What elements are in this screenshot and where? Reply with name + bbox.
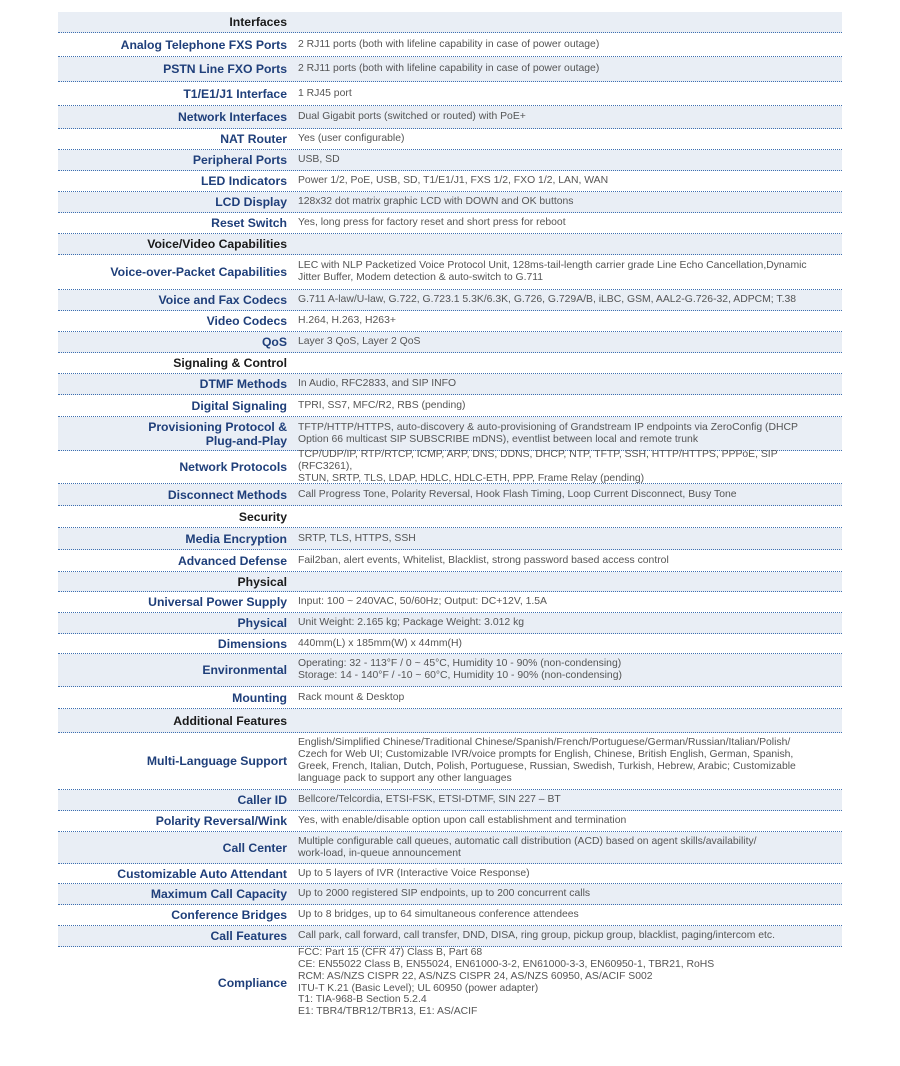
spec-row [58,311,842,332]
spec-value: H.264, H.263, H263+ [298,315,396,327]
spec-row [58,550,842,572]
section-header-row [58,234,842,255]
spec-value: USB, SD [298,154,340,166]
spec-row [58,634,842,654]
spec-row [58,129,842,150]
spec-label: Multi-Language Support [146,754,287,768]
spec-row [58,290,842,311]
spec-row [58,592,842,613]
section-title: Signaling & Control [173,356,287,370]
spec-label: Call Center [222,840,287,855]
spec-label: Mounting [232,690,287,705]
spec-row [58,528,842,550]
spec-row [58,654,842,687]
spec-label: PSTN Line FXO Ports [163,62,287,76]
spec-value: Up to 2000 registered SIP endpoints, up to 200 concurrent calls [298,888,591,900]
spec-label: Environmental [202,663,287,677]
spec-value: Layer 3 QoS, Layer 2 QoS [298,336,421,348]
spec-label: Voice-over-Packet Capabilities [110,265,287,279]
spec-value: Up to 8 bridges, up to 64 simultaneous conference attendees [298,909,579,921]
spec-label: Voice and Fax Codecs [158,293,287,307]
spec-label: Provisioning Protocol & Plug-and-Play [148,419,287,448]
spec-value: English/Simplified Chinese/Traditional Chinese/Spanish/French/Portuguese/German/Russian/Italian/Polish/ Czech for Web UI; Customizable IVR/voice prompts for English, Chinese, British English, German, Spanish, Greek, French, Italian, Dutch, Polish, Portuguese, Russian, Swedish, Turkish, Hebrew, Arabic; Customizable language pack to support any other languages [298,737,796,784]
spec-value: Rack mount & Desktop [298,691,405,703]
spec-value: Unit Weight: 2.165 kg; Package Weight: 3.012 kg [298,617,525,629]
spec-row [58,106,842,129]
spec-value: 2 RJ11 ports (both with lifeline capability in case of power outage) [298,63,600,75]
spec-label: Network Interfaces [177,110,287,124]
section-title: Physical [237,574,287,589]
spec-row [58,832,842,864]
spec-value: Call park, call forward, call transfer, DND, DISA, ring group, pickup group, blacklist, paging/intercom etc. [298,930,776,942]
spec-label: Reset Switch [211,216,287,230]
spec-label: Video Codecs [206,314,287,328]
spec-value: Bellcore/Telcordia, ETSI-FSK, ETSI-DTMF, SIN 227 – BT [298,794,561,806]
spec-value: 440mm(L) x 185mm(W) x 44mm(H) [298,637,462,649]
spec-row [58,192,842,213]
spec-value: Input: 100 ~ 240VAC, 50/60Hz; Output: DC+12V, 1.5A [298,596,547,608]
spec-label: Advanced Defense [177,553,287,568]
spec-value: Multiple configurable call queues, automatic call distribution (ACD) based on agent skills/availability/ work-load, in-queue announcement [298,835,757,859]
spec-label: Caller ID [237,793,287,807]
spec-row [58,687,842,709]
spec-label: LCD Display [215,195,287,209]
spec-label: T1/E1/J1 Interface [183,86,287,101]
spec-label: Conference Bridges [171,908,287,922]
spec-row [58,811,842,832]
spec-row [58,790,842,811]
spec-value: Operating: 32 - 113°F / 0 ~ 45°C, Humidity 10 - 90% (non-condensing) Storage: 14 - 140°F / -10 ~ 60°C, Humidity 10 - 90% (non-condensing) [298,658,622,681]
spec-label: Peripheral Ports [192,153,287,167]
spec-value: Fail2ban, alert events, Whitelist, Blacklist, strong password based access control [298,554,669,566]
spec-row [58,150,842,171]
spec-row [58,905,842,926]
spec-value: TPRI, SS7, MFC/R2, RBS (pending) [298,399,466,411]
section-header-row [58,506,842,528]
spec-label: NAT Router [220,132,287,146]
spec-value: In Audio, RFC2833, and SIP INFO [298,378,457,390]
spec-label: Physical [237,616,287,630]
spec-value: FCC: Part 15 (CFR 47) Class B, Part 68 CE: EN55022 Class B, EN55024, EN61000-3-2, EN61000-3-3, EN60950-1, TBR21, RoHS RCM: AS/NZS CISPR 22, AS/NZS CISPR 24, AS/NZS 60950, AS/ACIF S002 ITU-T K.21 (Basic Level); UL 60950 (power adapter) T1: TIA-968-B Section 5.2.4 E1: TBR4/TBR12/TBR13, E1: AS/ACIF [298,947,715,1018]
spec-label: LED Indicators [200,174,287,188]
spec-row [58,374,842,395]
section-header-row [58,353,842,374]
spec-label: Digital Signaling [191,398,287,413]
spec-label: Customizable Auto Attendant [117,866,287,881]
spec-value: Yes (user configurable) [298,133,405,145]
section-header-row [58,12,842,33]
spec-row [58,484,842,506]
spec-label: Polarity Reversal/Wink [155,814,287,828]
spec-row [58,255,842,290]
section-title: Interfaces [229,15,287,29]
spec-row [58,417,842,451]
spec-row [58,171,842,192]
spec-label: Universal Power Supply [148,595,287,609]
spec-row [58,613,842,634]
spec-label: Disconnect Methods [167,487,287,502]
spec-row [58,451,842,484]
spec-value: Call Progress Tone, Polarity Reversal, Hook Flash Timing, Loop Current Disconnect, Busy Tone [298,488,737,500]
spec-value: Dual Gigabit ports (switched or routed) with PoE+ [298,111,526,123]
spec-row [58,926,842,947]
spec-value: LEC with NLP Packetized Voice Protocol Unit, 128ms-tail-length carrier grade Line Echo Cancellation,Dynamic Jitter Buffer, Modem detection & auto-switch to G.711 [298,260,807,283]
spec-value: 2 RJ11 ports (both with lifeline capability in case of power outage) [298,38,600,50]
spec-value: G.711 A-law/U-law, G.722, G.723.1 5.3K/6.3K, G.726, G.729A/B, iLBC, GSM, AAL2-G.726-32, ADPCM; T.38 [298,294,797,306]
spec-row [58,884,842,905]
spec-row [58,947,842,1018]
spec-label: DTMF Methods [199,377,287,391]
spec-label: Media Encryption [185,531,287,546]
spec-value: TCP/UDP/IP, RTP/RTCP, ICMP, ARP, DNS, DDNS, DHCP, NTP, TFTP, SSH, HTTP/HTTPS, PPPoE, SIP (RFC3261), STUN, SRTP, TLS, LDAP, HDLC, HDLC-ETH, PPP, Frame Relay (pending) [298,449,778,484]
spec-label: Analog Telephone FXS Ports [120,37,287,52]
spec-row [58,57,842,82]
spec-row [58,332,842,353]
section-title: Voice/Video Capabilities [147,237,287,251]
section-title: Security [238,509,287,524]
spec-label: Call Features [210,929,287,943]
section-header-row [58,572,842,592]
spec-label: Compliance [217,975,287,990]
spec-row [58,213,842,234]
spec-value: SRTP, TLS, HTTPS, SSH [298,532,416,544]
spec-value: Yes, long press for factory reset and short press for reboot [298,217,566,229]
spec-value: 1 RJ45 port [298,87,352,99]
spec-label: Dimensions [217,636,287,651]
spec-row [58,864,842,884]
spec-value: Power 1/2, PoE, USB, SD, T1/E1/J1, FXS 1/2, FXO 1/2, LAN, WAN [298,175,609,187]
spec-row [58,733,842,790]
section-title: Additional Features [173,713,287,728]
spec-label: Maximum Call Capacity [150,887,287,901]
spec-label: QoS [261,335,287,349]
spec-row [58,33,842,57]
spec-value: TFTP/HTTP/HTTPS, auto-discovery & auto-provisioning of Grandstream IP endpoints via ZeroConfig (DHCP Option 66 multicast SIP SUBSCRIBE mDNS), eventlist between local and remote trunk [298,421,798,445]
spec-row [58,395,842,417]
spec-table [58,12,842,1018]
spec-value: 128x32 dot matrix graphic LCD with DOWN and OK buttons [298,196,574,208]
spec-row [58,82,842,106]
spec-value: Up to 5 layers of IVR (Interactive Voice Response) [298,867,530,879]
section-header-row [58,709,842,733]
spec-value: Yes, with enable/disable option upon call establishment and termination [298,815,627,827]
spec-label: Network Protocols [179,460,287,474]
